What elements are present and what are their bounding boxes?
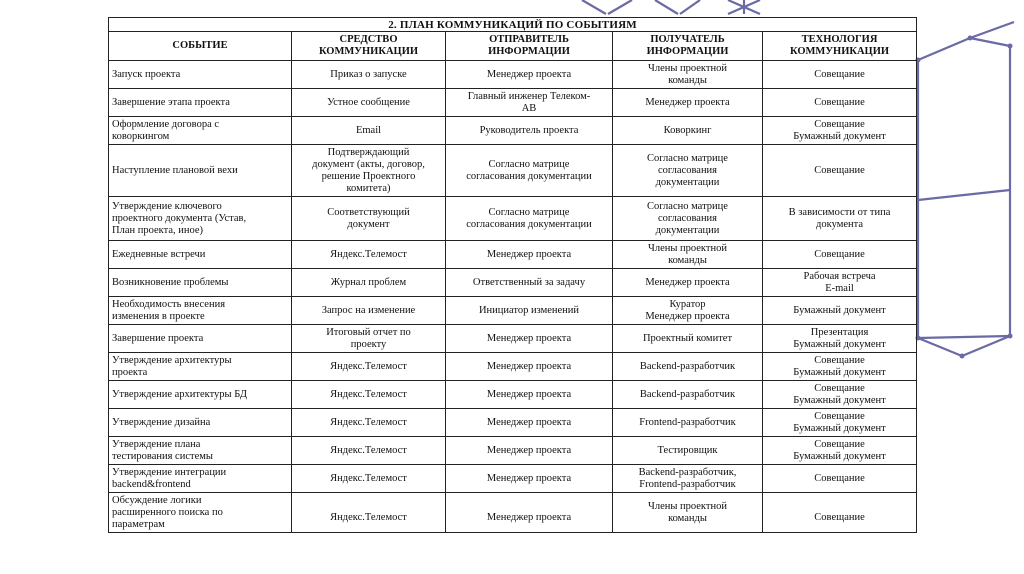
table-row [109,437,917,465]
table-row [109,409,917,437]
table-row [109,297,917,325]
cell-means: Соответствующий документ [292,197,446,241]
cell-sender: Менеджер проекта [446,325,613,353]
table-row [109,493,917,533]
cell-means: Яндекс.Телемост [292,465,446,493]
cell-technology: В зависимости от типа документа [763,197,917,241]
cell-technology: Совещание Бумажный документ [763,117,917,145]
communication-plan-table [108,17,917,533]
cell-event: Ежедневные встречи [109,241,292,269]
cell-technology: Совещание [763,89,917,117]
table-row [109,269,917,297]
cell-sender: Согласно матрице согласования документации [446,145,613,197]
table-row [109,117,917,145]
cell-event: Утверждение интеграции backend&frontend [109,465,292,493]
cell-sender: Согласно матрице согласования документации [446,197,613,241]
table-row [109,325,917,353]
cell-recipient: Члены проектной команды [613,493,763,533]
cell-recipient: Frontend-разработчик [613,409,763,437]
cell-technology: Совещание Бумажный документ [763,353,917,381]
cell-event: Утверждение дизайна [109,409,292,437]
cell-event: Утверждение архитектуры БД [109,381,292,409]
header-technology: ТЕХНОЛОГИЯ КОММУНИКАЦИИ [763,32,917,61]
cell-recipient: Тестировщик [613,437,763,465]
cell-sender: Главный инженер Телеком- АВ [446,89,613,117]
cell-sender: Менеджер проекта [446,437,613,465]
cell-means: Яндекс.Телемост [292,241,446,269]
cell-means: Яндекс.Телемост [292,493,446,533]
cell-sender: Менеджер проекта [446,465,613,493]
cell-event: Оформление договора с коворкингом [109,117,292,145]
cell-means: Приказ о запуске [292,61,446,89]
cell-means: Запрос на изменение [292,297,446,325]
table-body [109,61,917,533]
table-row [109,197,917,241]
header-sender: ОТПРАВИТЕЛЬ ИНФОРМАЦИИ [446,32,613,61]
cell-sender: Менеджер проекта [446,381,613,409]
cell-recipient: Согласно матрице согласования документации [613,197,763,241]
table-row [109,465,917,493]
cell-technology: Совещание [763,465,917,493]
cell-event: Необходимость внесения изменения в проекте [109,297,292,325]
table-row [109,241,917,269]
cell-event: Запуск проекта [109,61,292,89]
cell-recipient: Куратор Менеджер проекта [613,297,763,325]
cell-technology: Совещание [763,241,917,269]
header-recipient: ПОЛУЧАТЕЛЬ ИНФОРМАЦИИ [613,32,763,61]
cell-sender: Менеджер проекта [446,409,613,437]
cell-technology: Совещание [763,493,917,533]
header-event: СОБЫТИЕ [109,32,292,61]
cell-technology: Совещание [763,145,917,197]
cell-recipient: Проектный комитет [613,325,763,353]
cell-means: Итоговый отчет по проекту [292,325,446,353]
cell-sender: Руководитель проекта [446,117,613,145]
cell-technology: Совещание Бумажный документ [763,409,917,437]
cell-technology: Совещание Бумажный документ [763,437,917,465]
cell-technology: Совещание [763,61,917,89]
cell-technology: Презентация Бумажный документ [763,325,917,353]
cell-sender: Менеджер проекта [446,241,613,269]
table-row [109,353,917,381]
cell-recipient: Менеджер проекта [613,269,763,297]
cell-technology: Рабочая встреча E-mail [763,269,917,297]
table-title: 2. ПЛАН КОММУНИКАЦИЙ ПО СОБЫТИЯМ [109,18,917,32]
cell-means: Яндекс.Телемост [292,381,446,409]
cell-event: Утверждение архитектуры проекта [109,353,292,381]
cell-event: Утверждение ключевого проектного документа (Устав, План проекта, иное) [109,197,292,241]
table-row [109,381,917,409]
cell-recipient: Коворкинг [613,117,763,145]
cell-recipient: Члены проектной команды [613,241,763,269]
cell-means: Устное сообщение [292,89,446,117]
cell-means: Email [292,117,446,145]
cell-recipient: Backend-разработчик [613,353,763,381]
cell-sender: Менеджер проекта [446,353,613,381]
cell-technology: Совещание Бумажный документ [763,381,917,409]
cell-event: Завершение этапа проекта [109,89,292,117]
header-means: СРЕДСТВО КОММУНИКАЦИИ [292,32,446,61]
cell-sender: Менеджер проекта [446,493,613,533]
cell-recipient: Согласно матрице согласования документации [613,145,763,197]
cell-recipient: Менеджер проекта [613,89,763,117]
cell-means: Яндекс.Телемост [292,437,446,465]
cell-recipient: Члены проектной команды [613,61,763,89]
cell-sender: Ответственный за задачу [446,269,613,297]
cell-event: Возникновение проблемы [109,269,292,297]
cell-event: Завершение проекта [109,325,292,353]
cell-means: Подтверждающий документ (акты, договор, решение Проектного комитета) [292,145,446,197]
cell-event: Наступление плановой вехи [109,145,292,197]
cell-event: Утверждение плана тестирования системы [109,437,292,465]
cell-means: Журнал проблем [292,269,446,297]
cell-technology: Бумажный документ [763,297,917,325]
cell-means: Яндекс.Телемост [292,409,446,437]
cell-recipient: Backend-разработчик, Frontend-разработчик [613,465,763,493]
table-row [109,61,917,89]
cell-means: Яндекс.Телемост [292,353,446,381]
cell-event: Обсуждение логики расширенного поиска по параметрам [109,493,292,533]
cell-sender: Менеджер проекта [446,61,613,89]
cell-recipient: Backend-разработчик [613,381,763,409]
document-page [108,17,916,565]
table-row [109,89,917,117]
table-row [109,145,917,197]
cell-sender: Инициатор изменений [446,297,613,325]
